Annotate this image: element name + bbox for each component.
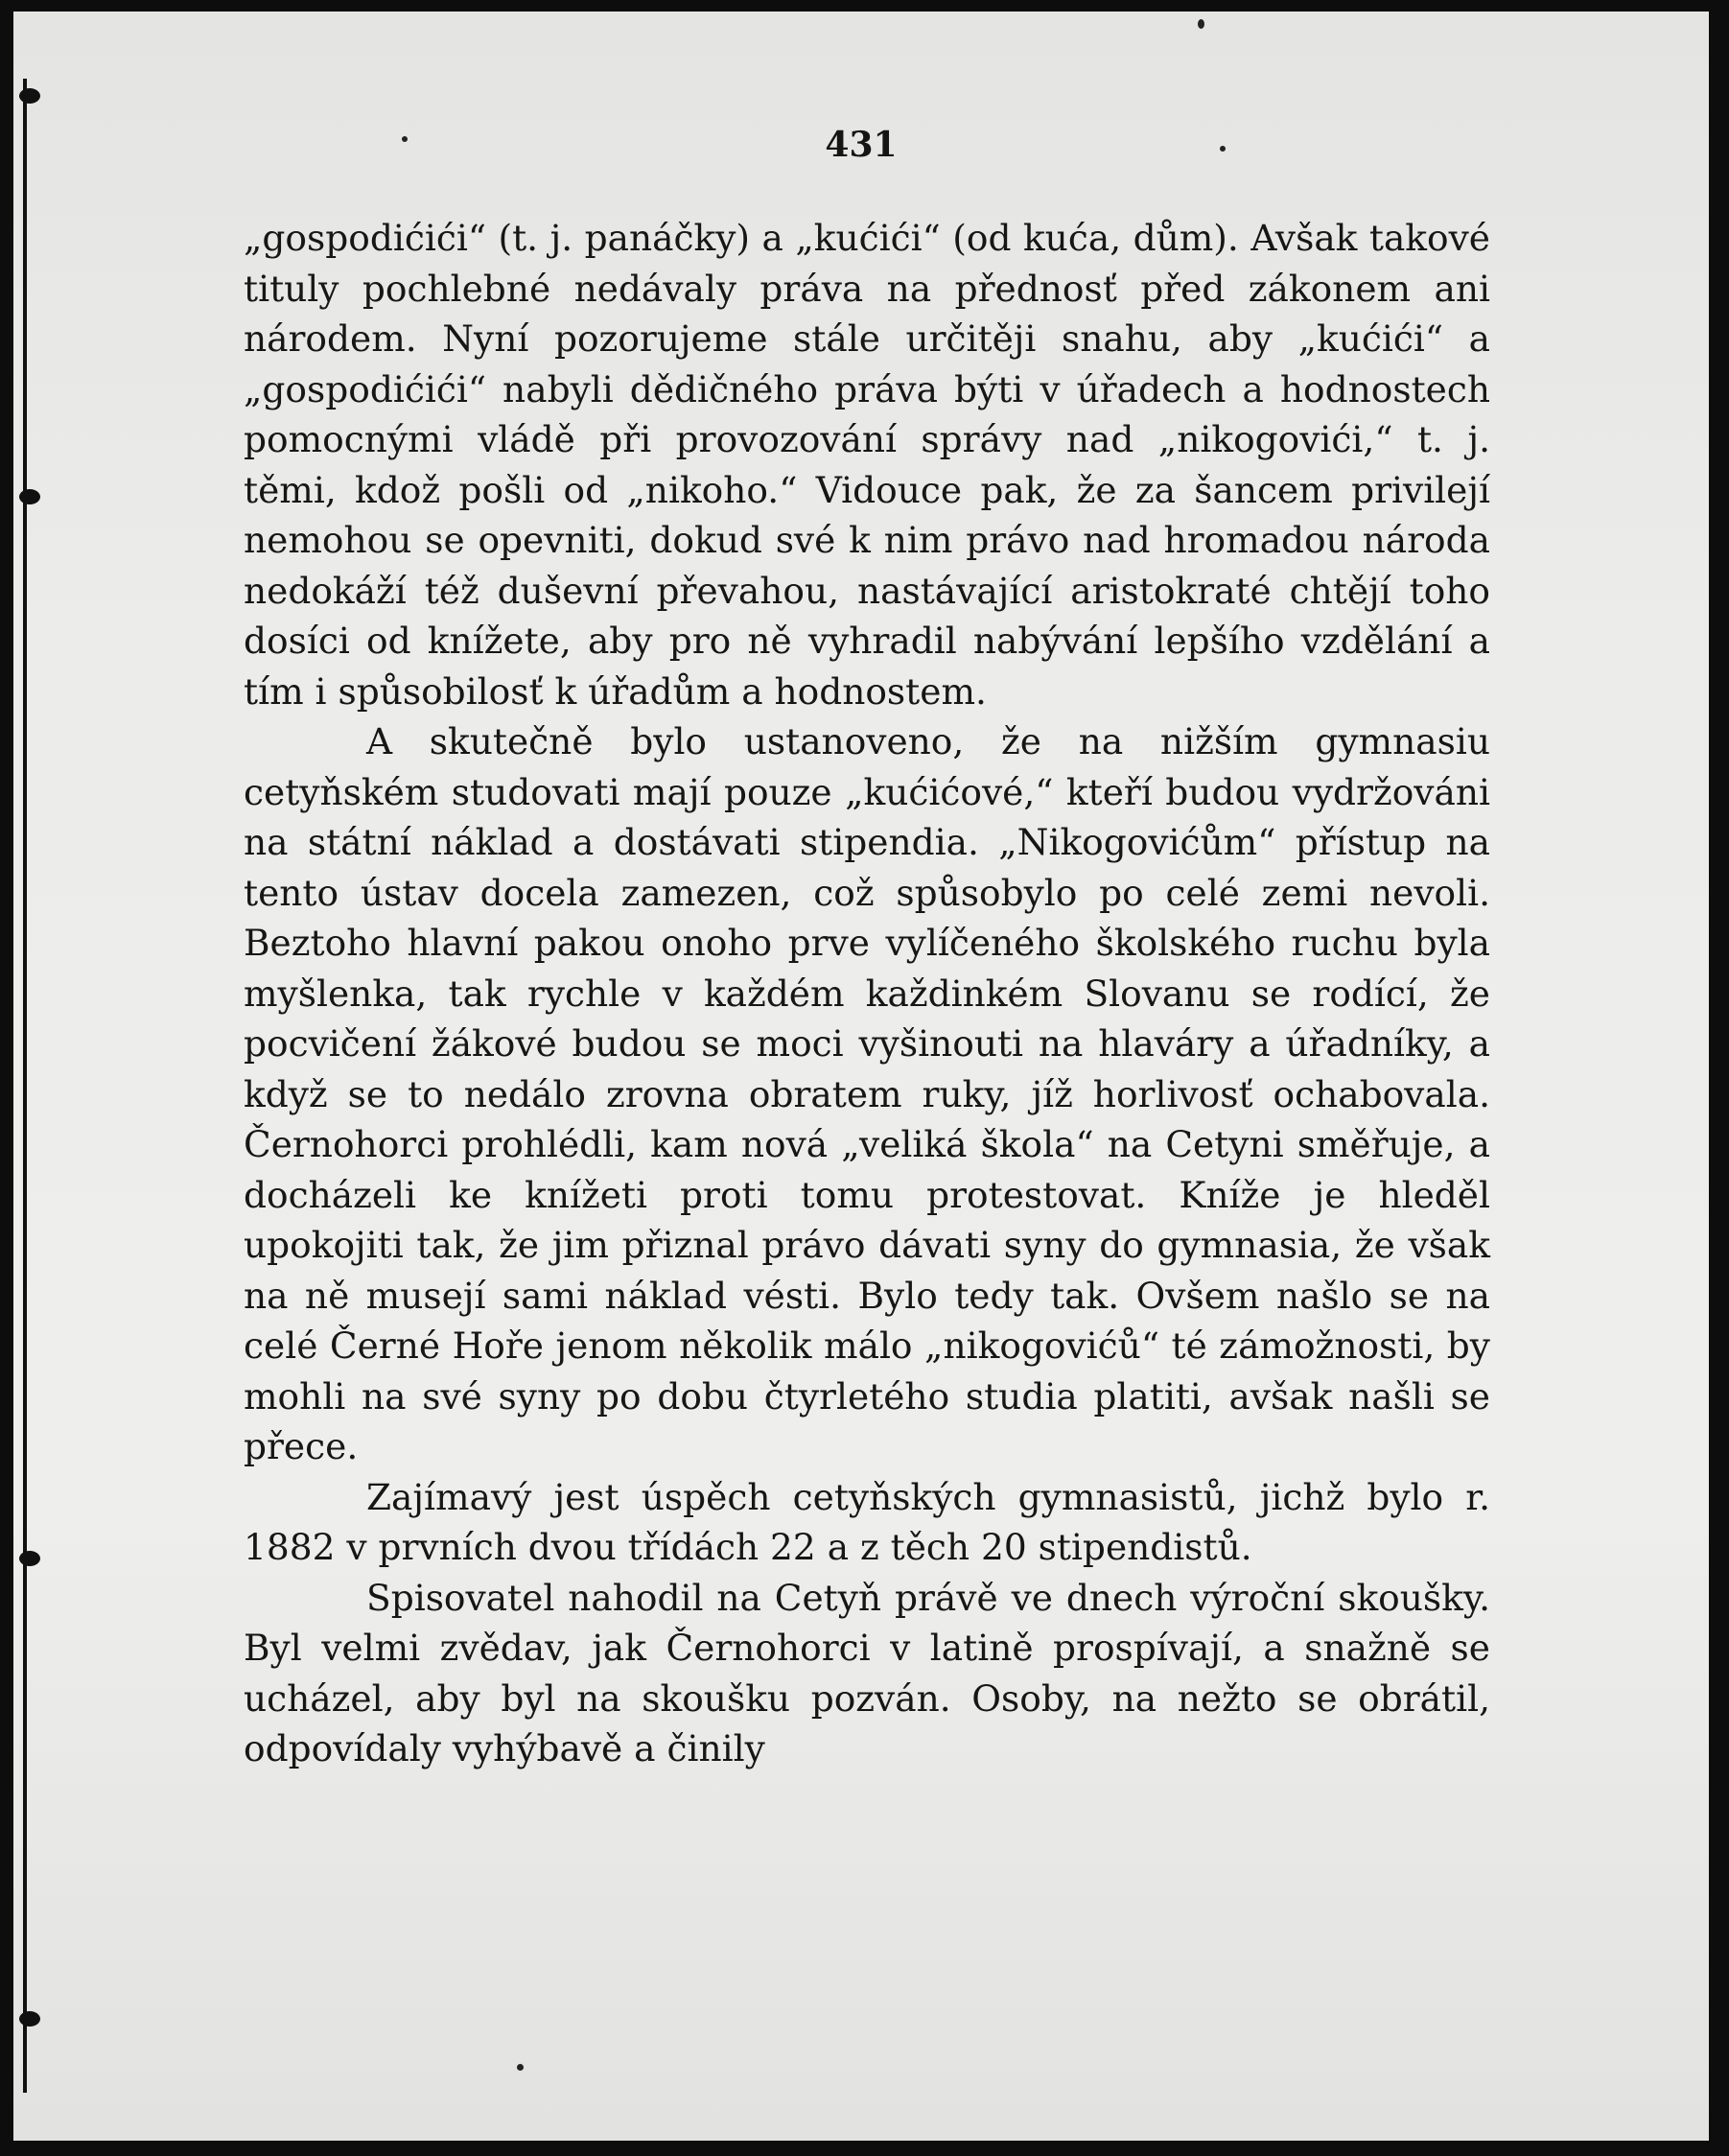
body-text bbox=[244, 213, 1490, 1774]
page-number: 431 bbox=[825, 125, 898, 165]
binding-mark bbox=[19, 1551, 40, 1566]
dust-speck bbox=[1198, 19, 1204, 29]
paragraph: A skutečně bylo ustanoveno, že na nižším gymnasiu cetyňském studovati mají pouze „kućićové,“ kteří budou vydržováni na státní náklad a dostávati stipendia. „Nikogovićům“ přístup na tento ústav docela zamezen, což spůsobylo po celé zemi nevoli. Beztoho hlavní pakou onoho prve vylíčeného školského ruchu byla myšlenka, tak rychle v každém každinkém Slovanu se rodící, že pocvičení žákové budou se moci vyšinouti na hlaváry a úřadníky, a když se to nedálo zrovna obratem ruky, jíž horlivosť ochabovala. Černohorci prohlédli, kam nová „veliká škola“ na Cetyni směřuje, a docházeli ke knížeti proti tomu protestovat. Kníže je hleděl upokojiti tak, že jim přiznal právo dávati syny do gymnasia, že však na ně musejí sami náklad vésti. Bylo tedy tak. Ovšem našlo se na celé Černé Hoře jenom několik málo „nikogovićů“ té zámožnosti, by mohli na své syny po dobu čtyrletého studia platiti, avšak našli se přece. bbox=[244, 720, 1490, 1467]
binding-mark bbox=[19, 88, 40, 104]
paragraph: Zajímavý jest úspěch cetyňských gymnasistů, jichž bylo r. 1882 v prvních dvou třídách 22 a z těch 20 stipendistů. bbox=[244, 1475, 1490, 1568]
paragraph: „gospodićići“ (t. j. panáčky) a „kućići“ (od kuća, dům). Avšak takové tituly pochlebné nedávaly práva na přednosť před zákonem ani národem. Nyní pozorujeme stále určitěji snahu, aby „kućići“ a „gospodićići“ nabyli dědičného práva býti v úřadech a hodnostech pomocnými vládě při provozování správy nad „nikogovići,“ t. j. těmi, kdož pošli od „nikoho.“ Vidouce pak, že za šancem privilejí nemohou se opevniti, dokud své k nim právo nad hromadou národa nedokáží též duševní převahou, nastávající aristokraté chtějí toho dosíci od knížete, aby pro ně vyhradil nabývání lepšího vzdělání a tím i spůsobilosť k úřadům a hodnostem. bbox=[244, 217, 1490, 713]
binding-mark bbox=[19, 489, 40, 504]
binding-mark bbox=[19, 2011, 40, 2027]
binding-edge bbox=[23, 79, 27, 2093]
book-page bbox=[13, 12, 1709, 2141]
paragraph: Spisovatel nahodil na Cetyň právě ve dnech výroční skoušky. Byl velmi zvědav, jak Černohorci v latině prospívají, a snažně se ucházel, aby byl na skoušku pozván. Osoby, na nežto se obrátil, odpovídaly vyhýbavě a činily bbox=[244, 1576, 1490, 1769]
dust-speck bbox=[517, 2064, 524, 2071]
